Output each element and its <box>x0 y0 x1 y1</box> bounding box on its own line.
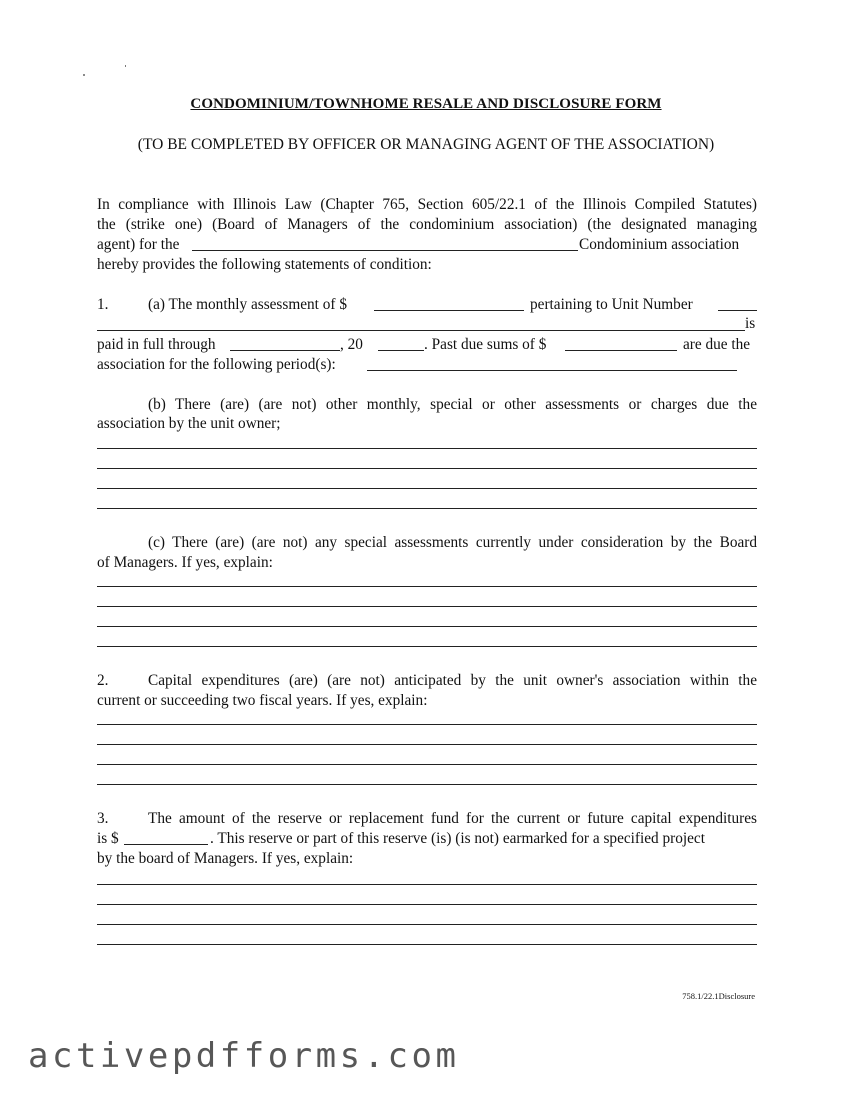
intro-line-2: the (strike one) (Board of Managers of the condominium association) (the designated managing <box>97 216 757 233</box>
intro-line-4: hereby provides the following statements of condition: <box>97 256 432 273</box>
item-3-answer-line[interactable] <box>97 924 757 925</box>
year-prefix: , 20 <box>340 336 363 353</box>
item-1c-answer-line[interactable] <box>97 646 757 647</box>
item-3-line-2a: is $ <box>97 830 119 847</box>
paid-through-label: paid in full through <box>97 336 216 353</box>
scan-speck <box>83 74 85 76</box>
item-3-line-1: The amount of the reserve or replacement fund for the current or future capital expenditures <box>148 810 757 827</box>
item-3-answer-line[interactable] <box>97 884 757 885</box>
past-due-label: . Past due sums of $ <box>424 336 547 353</box>
watermark: activepdfforms.com <box>28 1036 460 1076</box>
form-title: CONDOMINIUM/TOWNHOME RESALE AND DISCLOSURE FORM <box>190 96 662 112</box>
item-2-answer-line[interactable] <box>97 724 757 725</box>
scan-speck <box>125 65 126 67</box>
item-1a-label: (a) The monthly assessment of $ <box>148 296 347 313</box>
item-2-answer-line[interactable] <box>97 784 757 785</box>
item-1b-line-2: association by the unit owner; <box>97 415 281 432</box>
item-1a-is: is <box>745 315 756 332</box>
item-1b-answer-line[interactable] <box>97 508 757 509</box>
item-1c-line-1: (c) There (are) (are not) any special assessments currently under consideration by the Board <box>148 534 757 551</box>
item-1b-answer-line[interactable] <box>97 488 757 489</box>
due-the-label: are due the <box>683 336 751 353</box>
intro-line-1: In compliance with Illinois Law (Chapter 765, Section 605/22.1 of the Illinois Compiled Statutes) <box>97 196 757 213</box>
item-2-number: 2. <box>97 672 109 689</box>
item-2-answer-line[interactable] <box>97 744 757 745</box>
item-3-answer-line[interactable] <box>97 944 757 945</box>
past-due-amount-field[interactable] <box>565 350 677 351</box>
period-label: association for the following period(s): <box>97 356 336 373</box>
reserve-amount-field[interactable] <box>124 844 208 845</box>
item-3-answer-line[interactable] <box>97 904 757 905</box>
association-name-field[interactable] <box>192 250 578 251</box>
item-1b-line-1: (b) There (are) (are not) other monthly, special or other assessments or charges due the <box>148 396 757 413</box>
unit-number-continuation-field[interactable] <box>97 330 745 331</box>
paid-through-date-field[interactable] <box>230 350 340 351</box>
item-1b-answer-line[interactable] <box>97 468 757 469</box>
item-3-number: 3. <box>97 810 109 827</box>
past-due-period-field[interactable] <box>367 370 737 371</box>
intro-line-3a: agent) for the <box>97 236 180 253</box>
item-2-answer-line[interactable] <box>97 764 757 765</box>
item-1a-mid: pertaining to Unit Number <box>530 296 693 313</box>
item-1c-line-2: of Managers. If yes, explain: <box>97 554 273 571</box>
item-2-line-1: Capital expenditures (are) (are not) anticipated by the unit owner's association within the <box>148 672 757 689</box>
item-1c-answer-line[interactable] <box>97 586 757 587</box>
intro-line-3b: Condominium association <box>579 236 740 253</box>
form-subtitle: (TO BE COMPLETED BY OFFICER OR MANAGING AGENT OF THE ASSOCIATION) <box>137 136 715 153</box>
item-3-line-2b: . This reserve or part of this reserve (is) (is not) earmarked for a specified project <box>210 830 705 847</box>
unit-number-field[interactable] <box>718 310 757 311</box>
paid-through-year-field[interactable] <box>378 350 424 351</box>
item-2-line-2: current or succeeding two fiscal years. If yes, explain: <box>97 692 428 709</box>
monthly-assessment-field[interactable] <box>374 310 524 311</box>
item-3-line-3: by the board of Managers. If yes, explain: <box>97 850 354 867</box>
form-code: 758.1/22.1Disclosure <box>682 991 755 1001</box>
item-1c-answer-line[interactable] <box>97 606 757 607</box>
item-1-number: 1. <box>97 296 109 313</box>
item-1b-answer-line[interactable] <box>97 448 757 449</box>
item-1c-answer-line[interactable] <box>97 626 757 627</box>
